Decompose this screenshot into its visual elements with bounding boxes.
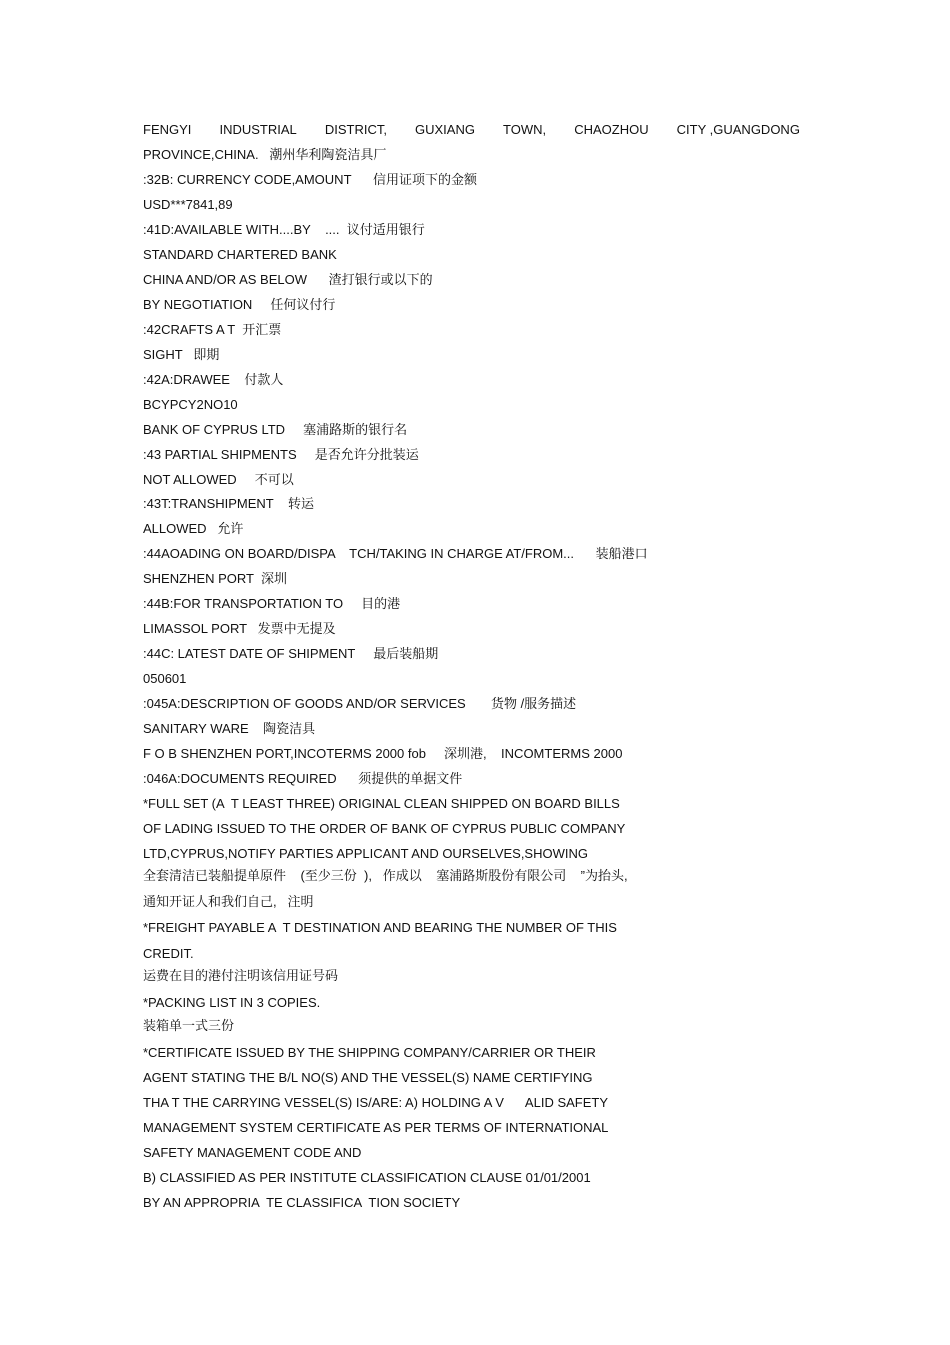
text-line: :42A:DRAWEE 付款人 — [143, 372, 284, 387]
text-line: CREDIT. — [143, 946, 194, 961]
text-line: F O B SHENZHEN PORT,INCOTERMS 2000 fob 深圳港, INCOMTERMS 2000 — [143, 746, 623, 761]
text-line: :44AOADING ON BOARD/DISPA TCH/TAKING IN CHARGE AT/FROM... 装船港口 — [143, 546, 648, 561]
text-line: BCYPCY2NO10 — [143, 397, 238, 412]
text-line: :32B: CURRENCY CODE,AMOUNT 信用证项下的金额 — [143, 172, 477, 187]
text-line: OF LADING ISSUED TO THE ORDER OF BANK OF CYPRUS PUBLIC COMPANY — [143, 821, 626, 836]
text-line: SHENZHEN PORT 深圳 — [143, 571, 287, 586]
text-line: STANDARD CHARTERED BANK — [143, 247, 337, 262]
text-line: SIGHT 即期 — [143, 347, 220, 362]
text-line: LIMASSOL PORT 发票中无提及 — [143, 621, 336, 636]
text-line: BANK OF CYPRUS LTD 塞浦路斯的银行名 — [143, 422, 408, 437]
address-word: CITY ,GUANGDONG — [676, 122, 800, 137]
text-line: PROVINCE,CHINA. 潮州华利陶瓷洁具厂 — [143, 147, 387, 162]
text-line: 通知开证人和我们自己, 注明 — [143, 894, 314, 909]
address-word: FENGYI — [143, 122, 192, 137]
text-line: NOT ALLOWED 不可以 — [143, 472, 294, 487]
text-line: :045A:DESCRIPTION OF GOODS AND/OR SERVICES 货物 /服务描述 — [143, 696, 577, 711]
text-line: AGENT STATING THE B/L NO(S) AND THE VESSEL(S) NAME CERTIFYING — [143, 1070, 593, 1085]
address-word: CHAOZHOU — [574, 122, 649, 137]
address-line — [143, 122, 800, 138]
text-line: :42CRAFTS A T 开汇票 — [143, 322, 282, 337]
address-word: DISTRICT, — [324, 122, 387, 137]
address-word: TOWN, — [503, 122, 547, 137]
text-line: SAFETY MANAGEMENT CODE AND — [143, 1145, 362, 1160]
text-line: :046A:DOCUMENTS REQUIRED 须提供的单据文件 — [143, 771, 463, 786]
text-line: MANAGEMENT SYSTEM CERTIFICATE AS PER TERMS OF INTERNATIONAL — [143, 1120, 609, 1135]
text-line: *FULL SET (A T LEAST THREE) ORIGINAL CLEAN SHIPPED ON BOARD BILLS — [143, 796, 620, 811]
text-line: 运费在目的港付注明该信用证号码 — [143, 968, 339, 983]
text-line: BY NEGOTIATION 任何议付行 — [143, 297, 336, 312]
text-line: SANITARY WARE 陶瓷洁具 — [143, 721, 316, 736]
address-word: INDUSTRIAL — [219, 122, 297, 137]
text-line: LTD,CYPRUS,NOTIFY PARTIES APPLICANT AND OURSELVES,SHOWING — [143, 846, 588, 861]
text-line: :44C: LATEST DATE OF SHIPMENT 最后装船期 — [143, 646, 439, 661]
text-line: *CERTIFICATE ISSUED BY THE SHIPPING COMPANY/CARRIER OR THEIR — [143, 1045, 596, 1060]
text-line: :43 PARTIAL SHIPMENTS 是否允许分批装运 — [143, 447, 419, 462]
text-line: *FREIGHT PAYABLE A T DESTINATION AND BEARING THE NUMBER OF THIS — [143, 920, 617, 935]
text-line: USD***7841,89 — [143, 197, 233, 212]
text-line: CHINA AND/OR AS BELOW 渣打银行或以下的 — [143, 272, 433, 287]
text-line: *PACKING LIST IN 3 COPIES. — [143, 995, 321, 1010]
text-line: THA T THE CARRYING VESSEL(S) IS/ARE: A) HOLDING A V ALID SAFETY — [143, 1095, 609, 1110]
address-word: GUXIANG — [415, 122, 475, 137]
text-line: :44B:FOR TRANSPORTATION TO 目的港 — [143, 596, 401, 611]
text-line: 全套清洁已装船提单原件 (至少三份 ), 作成以 塞浦路斯股份有限公司 ”为抬头, — [143, 868, 628, 883]
text-line: :41D:AVAILABLE WITH....BY .... 议付适用银行 — [143, 222, 425, 237]
text-line: :43T:TRANSHIPMENT 转运 — [143, 496, 314, 511]
text-line: 装箱单一式三份 — [143, 1018, 235, 1033]
text-line: 050601 — [143, 671, 187, 686]
text-line: B) CLASSIFIED AS PER INSTITUTE CLASSIFICATION CLAUSE 01/01/2001 — [143, 1170, 591, 1185]
text-line: BY AN APPROPRIA TE CLASSIFICA TION SOCIETY — [143, 1195, 461, 1210]
text-line: ALLOWED 允许 — [143, 521, 244, 536]
